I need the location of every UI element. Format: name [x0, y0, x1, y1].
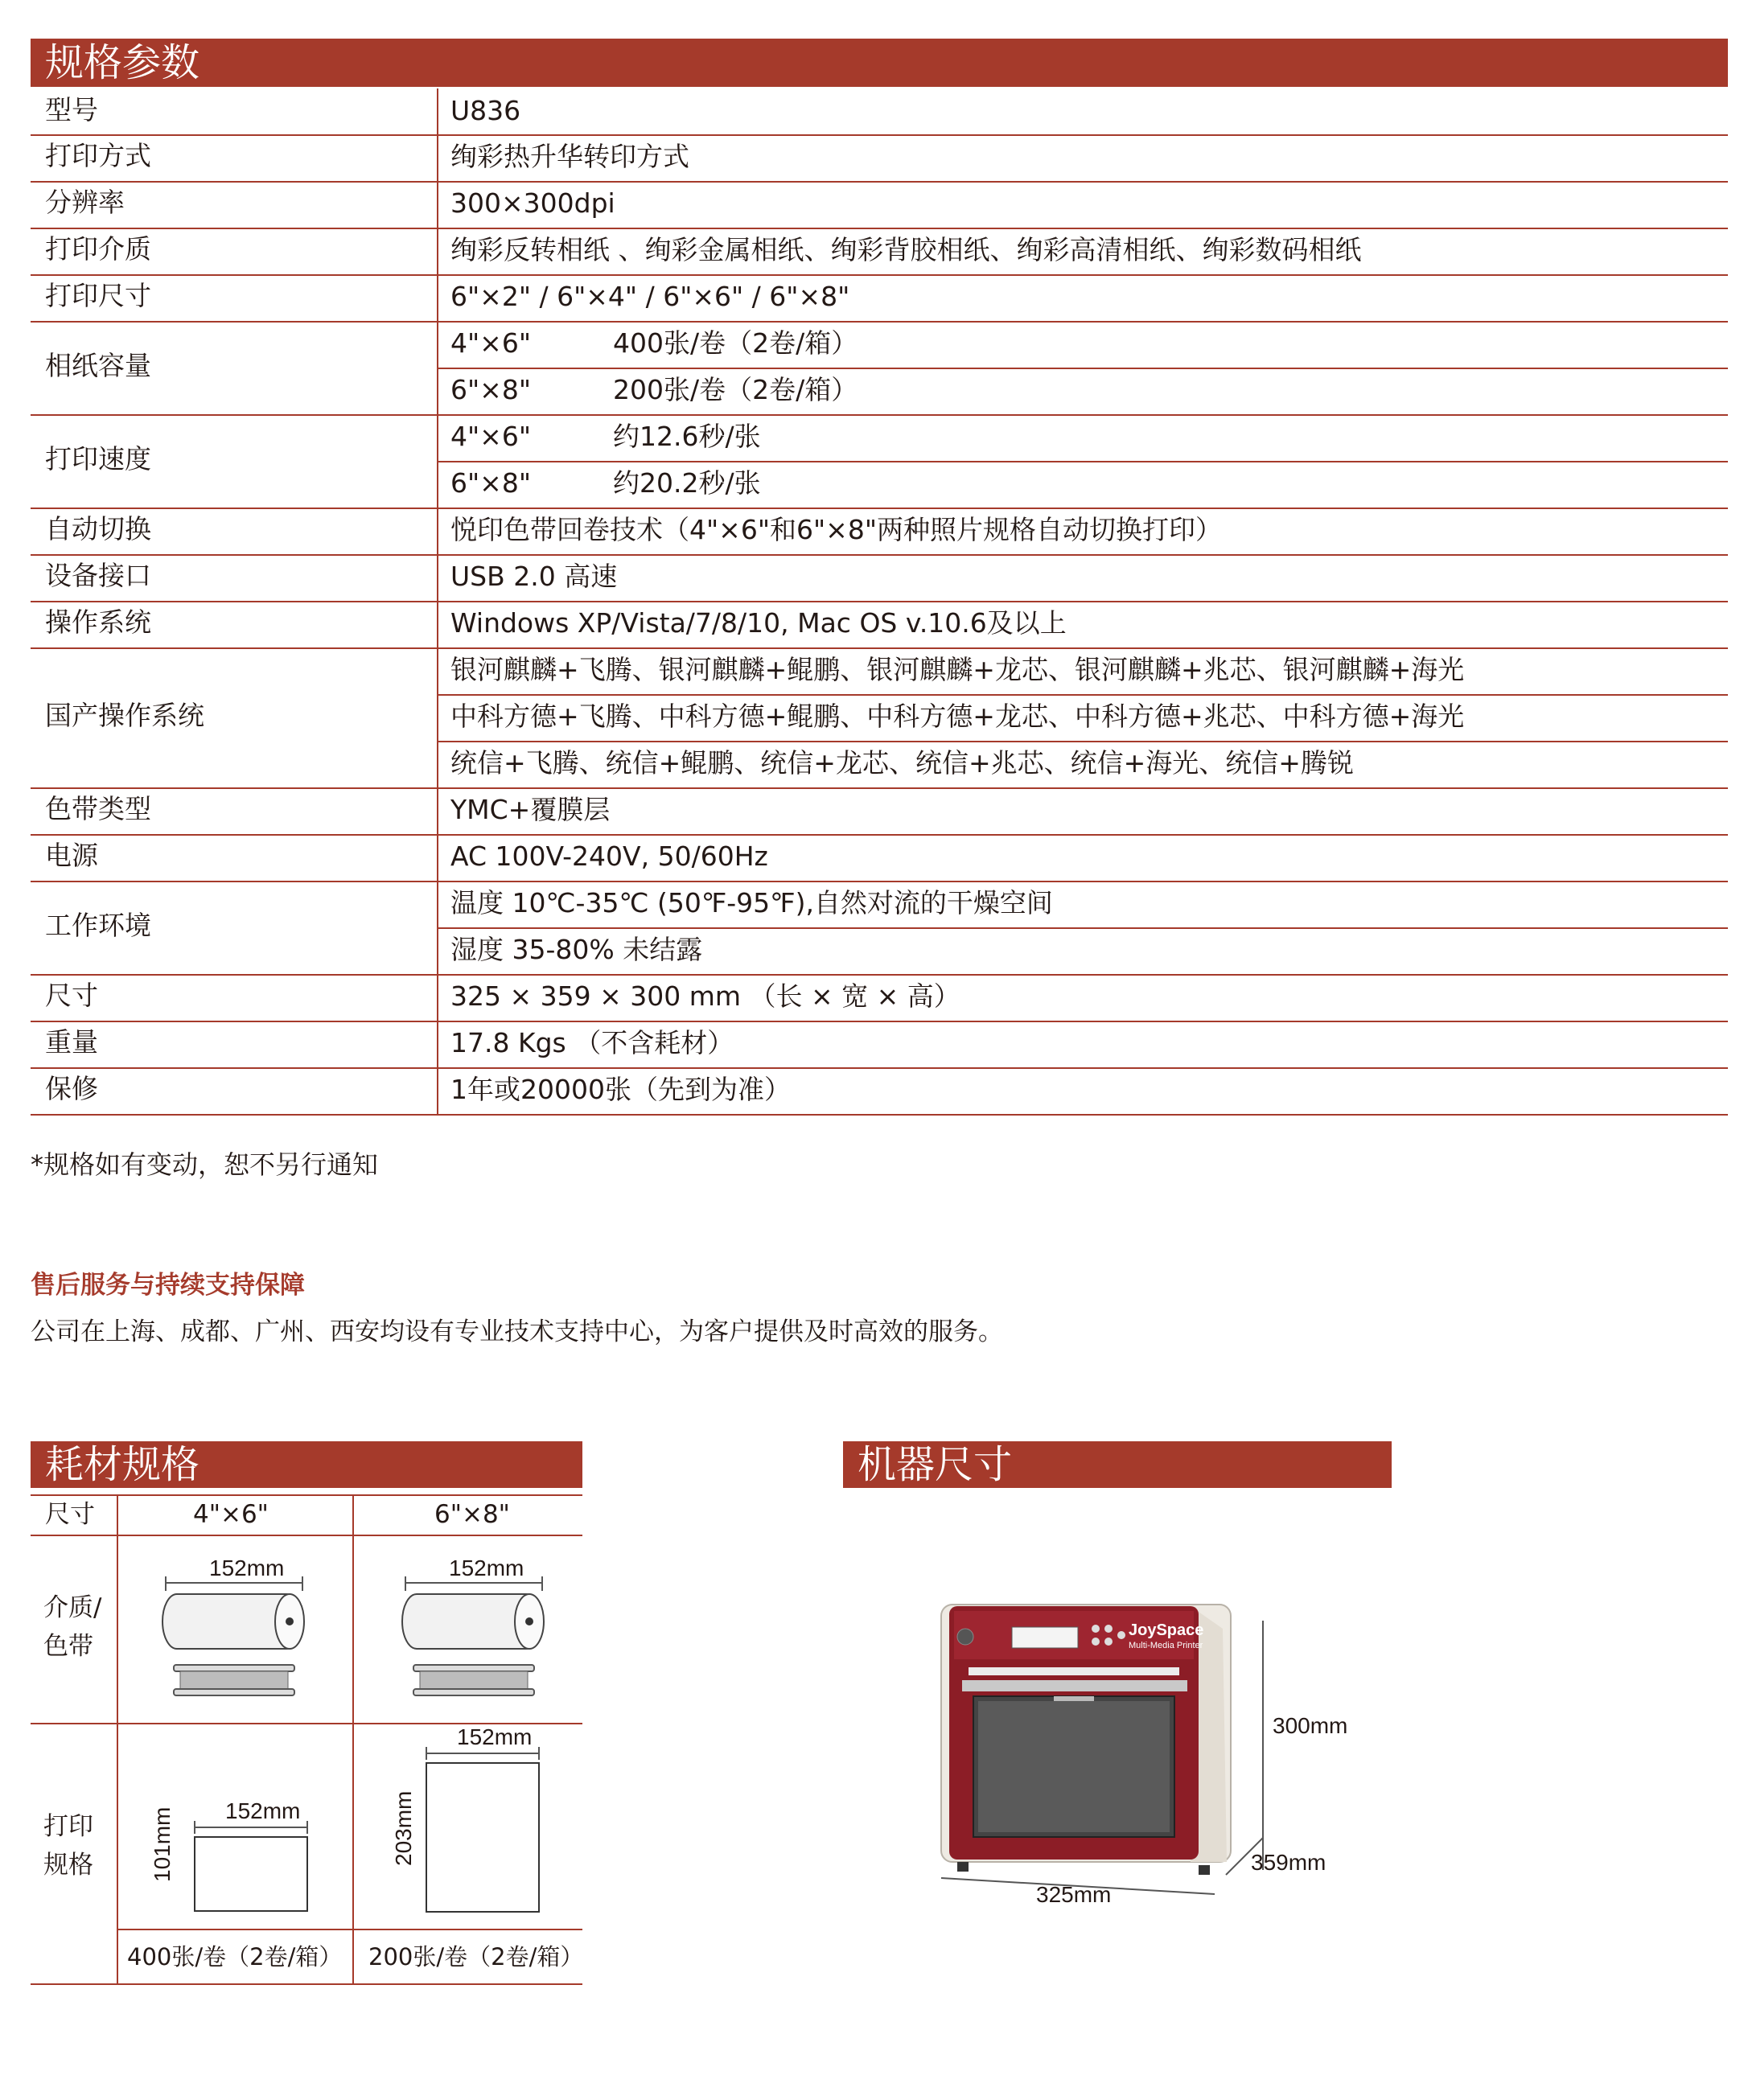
spec-value: 绚彩热升华转印方式 — [450, 141, 689, 172]
print-label-1: 打印 — [43, 1812, 93, 1841]
spec-row-line — [31, 321, 1728, 323]
spec-value: U836 — [450, 95, 521, 126]
cons-vline — [352, 1494, 354, 1985]
spec-label: 国产操作系统 — [45, 700, 204, 731]
print2-height-label: 203mm — [391, 1790, 416, 1866]
spec-note: *规格如有变动，恕不另行通知 — [31, 1149, 379, 1180]
spec-label: 打印尺寸 — [45, 280, 151, 311]
spec-row-line — [31, 181, 1728, 183]
printer-brand: JoySpace — [1129, 1621, 1204, 1639]
spec-row-line — [31, 601, 1728, 602]
print-label-2: 规格 — [43, 1851, 93, 1880]
spec-value: 17.8 Kgs （不含耗材） — [450, 1027, 734, 1058]
spec-row-line — [31, 647, 1728, 649]
spec-value: 6"×2" / 6"×4" / 6"×6" / 6"×8" — [450, 281, 850, 312]
spec-sub-line — [437, 461, 1728, 462]
spec-row-line — [31, 1021, 1728, 1022]
spec-sub-value: 约20.2秒/张 — [613, 467, 761, 499]
spec-value: 悦印色带回卷技术（4"×6"和6"×8"两种照片规格自动切换打印） — [450, 514, 1222, 545]
spec-line-value: 统信+飞腾、统信+鲲鹏、统信+龙芯、统信+兆芯、统信+海光、统信+腾锐 — [450, 747, 1354, 779]
spec-label: 工作环境 — [45, 910, 151, 941]
media-label-2: 色带 — [43, 1632, 93, 1661]
spec-label: 色带类型 — [45, 793, 151, 824]
spec-row-line — [31, 974, 1728, 976]
spec-sub-value: 约12.6秒/张 — [613, 421, 761, 452]
cons-line — [31, 1494, 582, 1496]
machine-title: 机器尺寸 — [858, 1442, 1013, 1487]
spec-sub-size: 6"×8" — [450, 467, 531, 499]
after-sales-text: 公司在上海、成都、广州、西安均设有专业技术支持中心，为客户提供及时高效的服务。 — [31, 1317, 1003, 1346]
spec-label: 尺寸 — [45, 980, 98, 1011]
cons-vline — [117, 1494, 118, 1985]
spec-line-value: 银河麒麟+飞腾、银河麒麟+鲲鹏、银河麒麟+龙芯、银河麒麟+兆芯、银河麒麟+海光 — [450, 654, 1465, 685]
spec-sub-line — [437, 694, 1728, 696]
spec-col-line — [437, 88, 438, 1114]
spec-row-line — [31, 787, 1728, 789]
spec-sub-value: 400张/卷（2卷/箱） — [613, 327, 858, 359]
spec-sub-size: 4"×6" — [450, 421, 531, 452]
spec-label: 相纸容量 — [45, 350, 151, 381]
cons-col2: 6"×8" — [434, 1500, 510, 1529]
spec-row-line — [31, 134, 1728, 136]
spec-sub-size: 6"×8" — [450, 374, 531, 405]
print-size-icon — [187, 1821, 315, 1917]
cons-size-label: 尺寸 — [45, 1500, 95, 1529]
spec-label: 重量 — [45, 1026, 98, 1058]
spec-line-value: 温度 10℃-35℃ (50℉-95℉),自然对流的干燥空间 — [450, 887, 1053, 918]
consumables-banner — [31, 1441, 582, 1488]
spec-label: 型号 — [45, 93, 98, 125]
spec-value: 绚彩反转相纸 、绚彩金属相纸、绚彩背胶相纸、绚彩高清相纸、绚彩数码相纸 — [450, 234, 1362, 265]
media-label-1: 介质/ — [43, 1593, 102, 1622]
cap1-label: 400张/卷（2卷/箱） — [127, 1943, 343, 1971]
print1-height-label: 101mm — [150, 1806, 175, 1882]
spec-label: 打印速度 — [45, 443, 151, 475]
spec-sub-line — [437, 927, 1728, 929]
cons-line — [117, 1929, 582, 1930]
spec-row-line — [31, 1067, 1728, 1069]
spec-label: 保修 — [45, 1073, 98, 1104]
spec-value: AC 100V-240V, 50/60Hz — [450, 840, 768, 872]
spec-title: 规格参数 — [45, 40, 200, 85]
spec-label: 分辨率 — [45, 187, 125, 218]
cons-col1: 4"×6" — [193, 1500, 269, 1529]
roll-ribbon-icon — [397, 1576, 555, 1713]
spec-label: 打印方式 — [45, 140, 151, 171]
print1-width-label: 152mm — [225, 1798, 301, 1823]
print2-width-label: 152mm — [457, 1724, 533, 1749]
cap2-label: 200张/卷（2卷/箱） — [368, 1943, 584, 1971]
spec-label: 自动切换 — [45, 513, 151, 545]
spec-label: 打印介质 — [45, 233, 151, 265]
spec-row-line — [31, 414, 1728, 416]
spec-row-line — [31, 274, 1728, 276]
printer-illustration — [925, 1597, 1295, 1902]
spec-banner — [31, 39, 1728, 87]
spec-sub-size: 4"×6" — [450, 327, 531, 359]
cons-line — [31, 1535, 582, 1536]
spec-sub-line — [437, 741, 1728, 742]
machine-height-label: 300mm — [1273, 1713, 1348, 1738]
after-sales-title: 售后服务与持续支持保障 — [31, 1271, 305, 1300]
spec-value: 325 × 359 × 300 mm （长 × 宽 × 高） — [450, 980, 960, 1012]
spec-value: 1年或20000张（先到为准） — [450, 1074, 791, 1105]
spec-label: 设备接口 — [45, 560, 151, 591]
machine-depth-label: 359mm — [1251, 1850, 1326, 1875]
spec-row-line — [31, 228, 1728, 229]
spec-value: Windows XP/Vista/7/8/10, Mac OS v.10.6及以上 — [450, 607, 1067, 639]
spec-label: 电源 — [45, 840, 98, 871]
machine-banner — [843, 1441, 1392, 1488]
roll1-width-label: 152mm — [209, 1555, 285, 1580]
printer-sub-brand: Multi-Media Printer — [1129, 1641, 1203, 1650]
spec-label: 操作系统 — [45, 606, 151, 638]
spec-sub-value: 200张/卷（2卷/箱） — [613, 374, 858, 405]
spec-row-line — [31, 508, 1728, 509]
spec-row-line — [31, 554, 1728, 556]
roll-ribbon-icon — [158, 1576, 315, 1713]
roll2-width-label: 152mm — [449, 1555, 524, 1580]
spec-row-line — [31, 881, 1728, 882]
spec-value: YMC+覆膜层 — [450, 794, 611, 825]
spec-line-value: 中科方德+飞腾、中科方德+鲲鹏、中科方德+龙芯、中科方德+兆芯、中科方德+海光 — [450, 701, 1465, 732]
machine-width-label: 325mm — [1036, 1882, 1112, 1907]
spec-sub-line — [437, 368, 1728, 369]
print-size-icon — [418, 1747, 547, 1916]
cons-line — [31, 1983, 582, 1985]
spec-value: USB 2.0 高速 — [450, 561, 618, 592]
spec-line-value: 湿度 35-80% 未结露 — [450, 934, 703, 965]
spec-row-line — [31, 834, 1728, 836]
spec-row-line — [31, 1114, 1728, 1116]
consumables-title: 耗材规格 — [45, 1442, 200, 1487]
spec-value: 300×300dpi — [450, 187, 615, 219]
